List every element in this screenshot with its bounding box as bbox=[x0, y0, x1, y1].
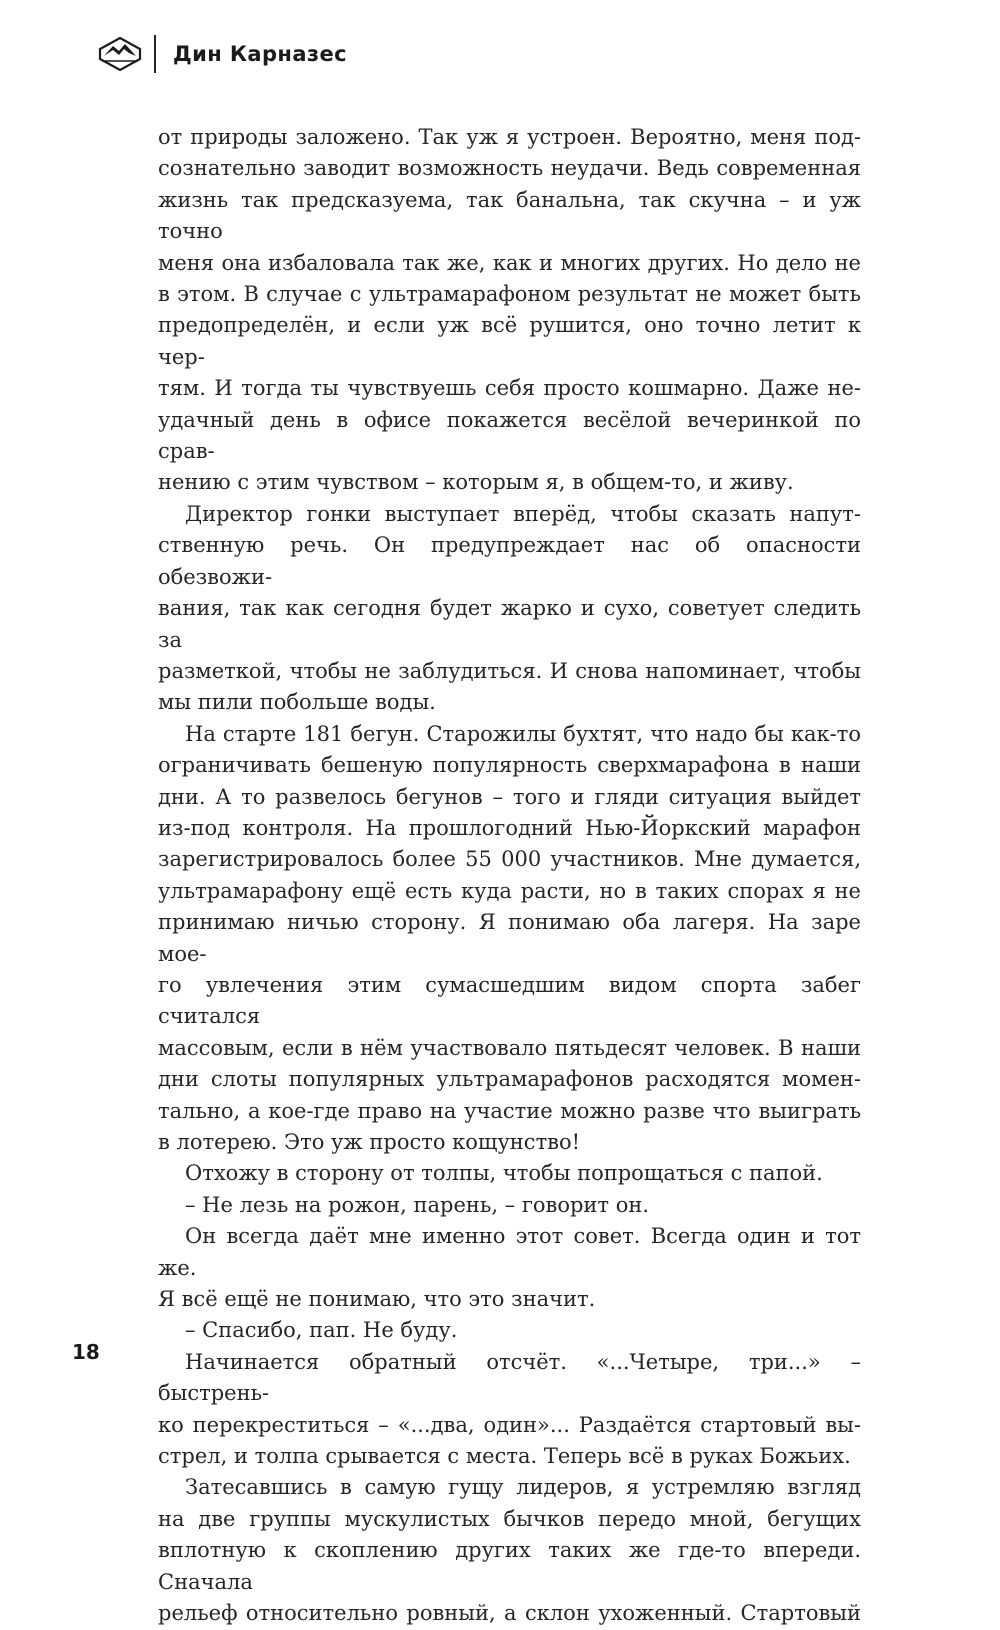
running-header bbox=[98, 34, 347, 74]
mountain-logo-icon bbox=[98, 36, 142, 72]
text-line: предопределён, и если уж всё рушится, оно точно летит к чер- bbox=[158, 313, 861, 369]
text-line: ультрамарафону ещё есть куда расти, но в таких спорах я не bbox=[158, 878, 861, 903]
text-line: Директор гонки выступает вперёд, чтобы сказать напут- bbox=[185, 501, 861, 526]
text-line: разметкой, чтобы не заблудиться. И снова напоминает, чтобы bbox=[158, 658, 861, 683]
body-text bbox=[158, 122, 861, 1630]
text-line: дни. А то развелось бегунов – того и гляди ситуация выйдет bbox=[158, 784, 861, 809]
text-line: из-под контроля. На прошлогодний Нью-Йоркский марафон bbox=[158, 815, 861, 840]
text-line: ограничивать бешеную популярность сверхмарафона в наши bbox=[158, 753, 861, 778]
text-line: Начинается обратный отсчёт. «...Четыре, три...» – быстрень- bbox=[158, 1349, 861, 1406]
text-line: меня она избаловала так же, как и многих других. Но дело не bbox=[158, 250, 861, 275]
text-line: На старте 181 бегун. Старожилы бухтят, что надо бы как-то bbox=[185, 721, 861, 746]
text-line: жизнь так предсказуема, так банальна, так скучна – и уж точно bbox=[158, 187, 861, 244]
text-line: го увлечения этим сумасшедшим видом спорта забег считался bbox=[158, 972, 861, 1029]
text-line: ственную речь. Он предупреждает нас об опасности обезвожи- bbox=[158, 533, 861, 589]
page-number: 18 bbox=[72, 1340, 100, 1364]
text-line: – Спасибо, пап. Не буду. bbox=[185, 1318, 458, 1343]
text-line: ко перекреститься – «...два, один»... Раздаётся стартовый вы- bbox=[158, 1412, 861, 1437]
text-line: на две группы мускулистых бычков передо мной, бегущих bbox=[158, 1506, 861, 1531]
text-line: зарегистрировалось более 55 000 участников. Мне думается, bbox=[158, 847, 861, 872]
text-line: Отхожу в сторону от толпы, чтобы попрощаться с папой. bbox=[185, 1161, 823, 1186]
text-line: вплотную к скоплению других таких же где-то впереди. Сначала bbox=[158, 1538, 861, 1594]
text-line: сознательно заводит возможность неудачи. Ведь современная bbox=[158, 156, 861, 181]
text-line: Я всё ещё не понимаю, что это значит. bbox=[158, 1287, 596, 1312]
text-line: – Не лезь на рожон, парень, – говорит он. bbox=[185, 1192, 650, 1217]
text-line: от природы заложено. Так уж я устроен. Вероятно, меня под- bbox=[158, 125, 861, 149]
text-line: вания, так как сегодня будет жарко и сухо, советует следить за bbox=[158, 596, 861, 652]
text-line: в этом. В случае с ультрамарафоном результат не может быть bbox=[158, 282, 861, 307]
header-divider bbox=[154, 35, 156, 73]
text-line: массовым, если в нём участвовало пятьдесят человек. В наши bbox=[158, 1035, 861, 1060]
text-line: тально, а кое-где право на участие можно разве что выиграть bbox=[158, 1098, 861, 1123]
text-line: в лотерею. Это уж просто кощунство! bbox=[158, 1130, 581, 1154]
text-line: мы пили побольше воды. bbox=[158, 690, 436, 715]
author-name: Дин Карназес bbox=[173, 42, 347, 66]
text-line: принимаю ничью сторону. Я понимаю оба лагеря. На заре мое- bbox=[158, 910, 861, 966]
text-line: рельеф относительно ровный, а склон ухоженный. Стартовый bbox=[158, 1601, 861, 1626]
text-line: тям. И тогда ты чувствуешь себя просто кошмарно. Даже не- bbox=[158, 376, 861, 401]
text-line: Затесавшись в самую гущу лидеров, я устремляю взгляд bbox=[185, 1475, 861, 1500]
text-line: удачный день в офисе покажется весёлой вечеринкой по срав- bbox=[158, 407, 861, 464]
text-line: стрел, и толпа срывается с места. Теперь всё в руках Божьих. bbox=[158, 1444, 851, 1469]
text-line: Он всегда даёт мне именно этот совет. Всегда один и тот же. bbox=[158, 1224, 861, 1280]
text-line: дни слоты популярных ультрамарафонов расходятся момен- bbox=[158, 1067, 861, 1092]
text-line: нению с этим чувством – которым я, в общем-то, и живу. bbox=[158, 470, 794, 495]
